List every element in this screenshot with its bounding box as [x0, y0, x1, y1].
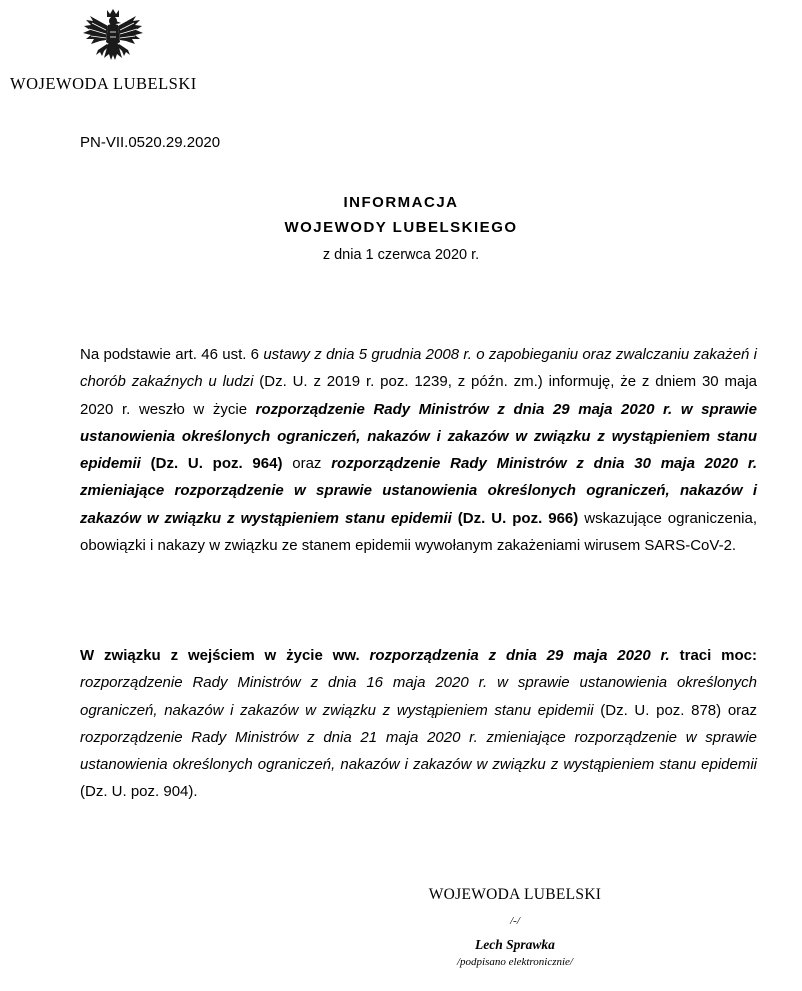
- p1-regulation-1: rozporządzenie Rady Ministrów z dnia 29 maja 2020 r. w sprawie ustanowienia określonych ograniczeń, nakazów i zakazów w związku z wystąpieniem stanu epidemii: [80, 400, 757, 473]
- p1-citation-2: (Dz. U. poz. 966): [451, 509, 579, 527]
- p1-text: oraz: [282, 455, 332, 473]
- p2-lead-end: traci moc:: [669, 647, 758, 664]
- p2-repealed-regulation-1: rozporządzenie Rady Ministrów z dnia 16 maja 2020 r. w sprawie ustanowienia określonych ograniczeń, nakazów i zakazów w związku z wystąpieniem stanu epidemii: [80, 674, 757, 719]
- signatory-name: Lech Sprawka: [475, 937, 555, 952]
- body-paragraph-2: [80, 642, 757, 806]
- p1-text: Na podstawie art. 46 ust. 6: [80, 346, 264, 363]
- heading-date: z dnia 1 czerwca 2020 r.: [322, 247, 480, 263]
- heading-subtitle: WOJEWODY LUBELSKIEGO: [284, 219, 518, 236]
- p2-lead: W związku z wejściem w życie ww.: [80, 647, 370, 664]
- signature-marker: /-/: [510, 915, 520, 927]
- p2-repealed-regulation-2: rozporządzenie Rady Ministrów z dnia 21 maja 2020 r. zmieniające rozporządzenie w sprawie ustanowienia określonych ograniczeń, nakazów i zakazów w związku z wystąpieniem stanu epidemii: [80, 728, 757, 774]
- p1-citation-1: (Dz. U. poz. 964): [140, 455, 283, 473]
- reference-number: PN-VII.0520.29.2020: [80, 134, 221, 151]
- p2-text: (Dz. U. poz. 904).: [80, 783, 198, 801]
- p2-text: (Dz. U. poz. 878) oraz: [593, 701, 757, 719]
- signature-block: [385, 884, 645, 970]
- polish-eagle-emblem-icon: [80, 8, 146, 74]
- p1-text: wskazujące ograniczenia, obowiązki i nakazy w związku ze stanem epidemii wywołanym zakażeniami wirusem SARS-CoV-2.: [80, 509, 758, 555]
- body-paragraph-1: [80, 341, 757, 559]
- signature-organization: WOJEWODA LUBELSKI: [428, 886, 602, 903]
- organization-name: WOJEWODA LUBELSKI: [10, 74, 197, 93]
- p1-act-title: ustawy z dnia 5 grudnia 2008 r. o zapobieganiu oraz zwalczaniu zakażeń i chorób zakaźnych u ludzi: [80, 346, 758, 391]
- document-heading: [0, 190, 802, 270]
- signature-note: /podpisano elektronicznie/: [457, 956, 573, 968]
- p2-lead-regulation: rozporządzenia z dnia 29 maja 2020 r.: [369, 647, 670, 664]
- p1-text: (Dz. U. z 2019 r. poz. 1239, z późn. zm.) informuję, że z dniem 30 maja 2020 r. weszło w życie: [80, 373, 757, 418]
- p1-regulation-2: rozporządzenie Rady Ministrów z dnia 30 maja 2020 r. zmieniające rozporządzenie w sprawie ustanowienia określonych ograniczeń, nakazów i zakazów w związku z wystąpieniem stanu epidemii: [80, 455, 757, 527]
- heading-title: INFORMACJA: [343, 194, 459, 211]
